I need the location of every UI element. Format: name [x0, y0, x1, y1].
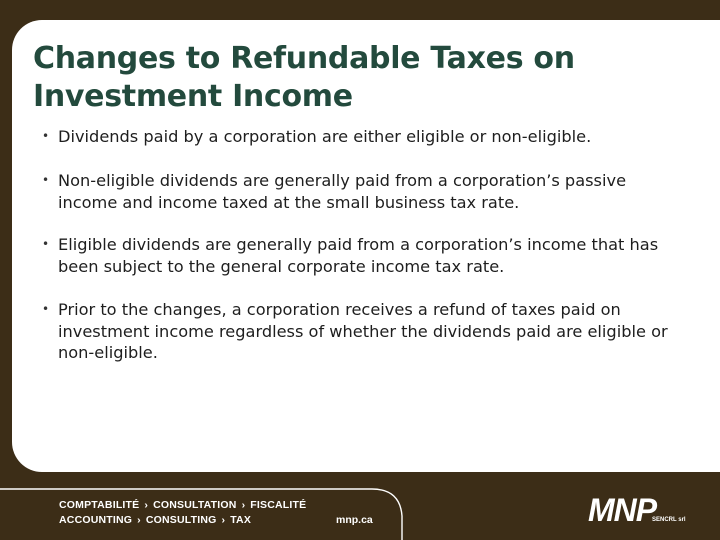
website-link[interactable]: mnp.ca: [336, 514, 373, 526]
bullet-text: Non-eligible dividends are generally paid from a corporation’s passive income and income taxed at the small business tax rate.: [58, 171, 627, 212]
chevron-right-icon: ›: [137, 514, 141, 526]
footer-nav-item[interactable]: CONSULTATION: [153, 499, 237, 511]
logo-wordmark: MNP: [588, 492, 657, 528]
footer-nav-item[interactable]: CONSULTING: [145, 514, 217, 526]
footer-nav-item[interactable]: TAX: [230, 514, 252, 526]
bullet-item: [42, 126, 668, 148]
slide-content-panel: [12, 20, 720, 472]
logo-subtext: SENCRL srl: [652, 517, 686, 523]
bullet-text: Dividends paid by a corporation are either eligible or non-eligible.: [58, 127, 592, 146]
bullet-dot-icon: •: [42, 173, 50, 187]
footer-nav-english: [59, 514, 251, 526]
chevron-right-icon: ›: [241, 499, 246, 511]
footer-nav-item[interactable]: FISCALITÉ: [250, 499, 307, 511]
chevron-right-icon: ›: [221, 514, 226, 526]
bullet-item: [42, 170, 668, 213]
slide-title-line-2: Investment Income: [33, 79, 353, 114]
bullet-dot-icon: •: [42, 237, 50, 251]
bullet-item: [42, 234, 668, 277]
bullet-text: Eligible dividends are generally paid from a corporation’s income that has been subject to the general corporate income tax rate.: [58, 235, 659, 276]
bullet-item: [42, 299, 668, 364]
chevron-right-icon: ›: [144, 499, 149, 511]
slide-title-line-1: Changes to Refundable Taxes on: [33, 41, 575, 76]
footer-nav-item[interactable]: ACCOUNTING: [59, 514, 133, 526]
bullet-dot-icon: •: [42, 302, 50, 316]
footer-nav-item[interactable]: COMPTABILITÉ: [59, 499, 140, 511]
slide-title: [33, 40, 673, 116]
bullet-dot-icon: •: [42, 129, 50, 143]
footer-nav-french: [59, 499, 306, 511]
bullet-text: Prior to the changes, a corporation receives a refund of taxes paid on investment income regardless of whether the dividends paid are eligible or non-eligible.: [58, 300, 668, 362]
